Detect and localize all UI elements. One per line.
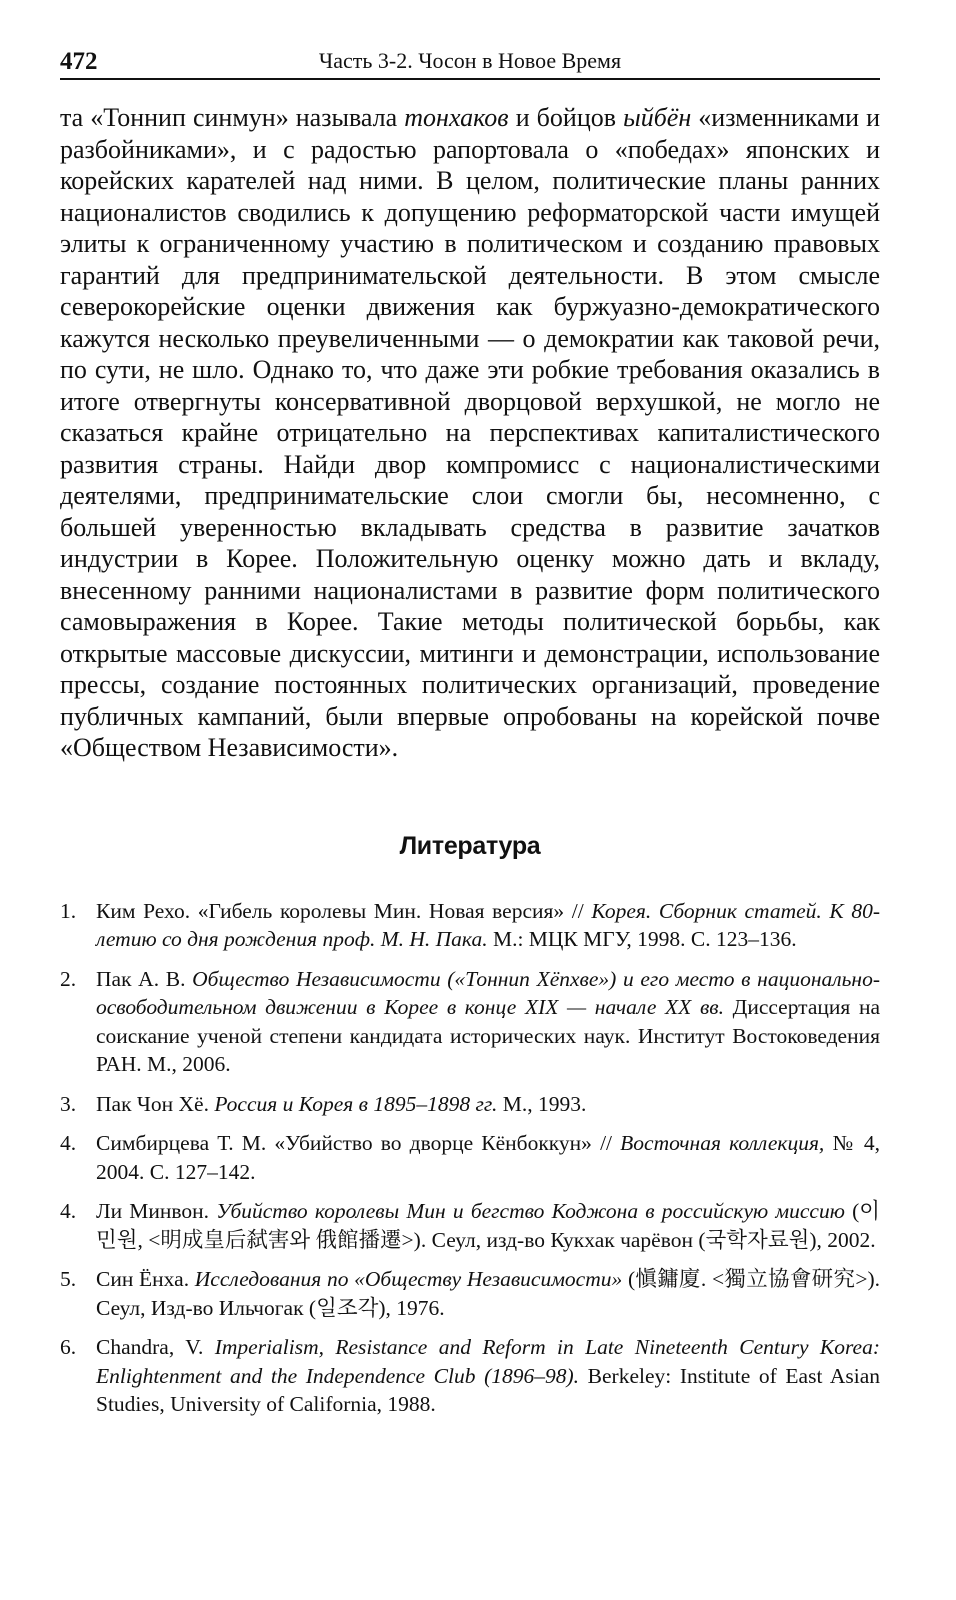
reference-list (60, 897, 880, 1419)
text-run: М.: МЦК МГУ, 1998. С. 123–136. (487, 927, 797, 951)
italic-text: Исследования по «Обществу Независимости» (194, 1267, 623, 1291)
reference-number: 3. (60, 1091, 77, 1116)
italic-text: Восточная коллекция, (620, 1131, 825, 1155)
italic-text: Imperialism, Resistance and Reform in Late Nineteenth Century Korea: Enlightenment and the Independence Club (1896–98). (96, 1335, 881, 1388)
text-run: Chandra, V. (96, 1335, 215, 1359)
text-run: (이민원, <明成皇后弑害와 俄館播遷>). Сеул, изд-во Кукхак чарёвон (국학자료원), 2002. (96, 1199, 880, 1252)
reference-number: 5. (60, 1267, 77, 1291)
book-page (60, 42, 880, 1562)
body-text (60, 102, 880, 764)
reference-number: 1. (60, 898, 77, 923)
italic-text: Россия и Корея в 1895–1898 гг. (214, 1091, 498, 1116)
text-run: Berkeley: Institute of East Asian Studies, University of California, 1988. (96, 1363, 880, 1416)
reference-item (60, 1090, 880, 1119)
italic-text: Корея. Сборник статей. К 80-летию со дня рождения проф. М. Н. Пака. (96, 898, 881, 951)
text-run: «изменниками и разбойниками», и с радостью рапортовала о «победах» японских и корейских карателей над ними. В целом, политические планы ранних националистов сводились к допущению реформаторской части имущей элиты к ограниченному участию в политическом и созданию правовых гарантий для предпринимательской деятельности. В этом смысле северокорейские оценки движения как буржуазно-демократического кажутся несколько преувеличенными — о демократии как таковой речи, по сути, не шло. Однако то, что даже эти робкие требования оказались в итоге отвергнуты консервативной дворцовой верхушкой, не могло не сказаться крайне отрицательно на перспективах капиталистического развития страны. Найди двор компромисс с националистическими деятелями, предпринимательские слои смогли бы, несомненно, с большей уверенностью вкладывать средства в развитие зачатков индустрии в Корее. Положительную оценку можно дать и вкладу, внесенному ранними националистами в развитие форм политического самовыражения в Корее. Такие методы политической борьбы, как открытые массовые дискуссии, митинги и демонстрации, использование прессы, создание постоянных политических организаций, проведение публичных кампаний, были впервые опробованы на корейской почве «Обществом Независимости». (60, 103, 880, 762)
reference-number: 2. (60, 966, 77, 991)
text-run: № 4, 2004. С. 127–142. (96, 1131, 880, 1184)
reference-item (60, 965, 880, 1079)
italic-text: Общество Независимости («Тоннип Хёпхве») и его место в национально-освободительном движении в Корее в конце XIX — начале XX вв. (96, 966, 880, 1019)
reference-item (60, 1129, 880, 1186)
text-run: та «Тоннип синмун» называла (60, 103, 405, 132)
text-run: (愼鏞廈. <獨立協會研究>). Сеул, Изд-во Ильчогак (일조각), 1976. (96, 1267, 880, 1320)
text-run: Ли Минвон. (96, 1199, 217, 1223)
page-header (60, 42, 880, 80)
text-run: Симбирцева Т. М. «Убийство во дворце Кёнбоккун» // (96, 1131, 621, 1155)
italic-text: Убийство королевы Мин и бегство Коджона в российскую миссию (216, 1199, 845, 1223)
reference-item (60, 1197, 880, 1254)
reference-number: 4. (60, 1199, 77, 1223)
reference-number: 4. (60, 1131, 77, 1155)
text-run: М., 1993. (497, 1091, 587, 1116)
text-run: Пак Чон Хё. (96, 1091, 215, 1116)
text-run: Пак А. В. (96, 966, 193, 991)
text-run: Ким Рехо. «Гибель королевы Мин. Новая версия» // (96, 898, 592, 923)
italic-text: тонхаков (404, 103, 509, 132)
reference-number: 6. (60, 1335, 77, 1359)
text-run: Син Ёнха. (96, 1267, 195, 1291)
italic-text: ыйбён (623, 103, 692, 132)
reference-item (60, 1333, 880, 1419)
reference-item (60, 897, 880, 954)
running-head: Часть 3-2. Чосон в Новое Время (318, 48, 622, 73)
text-run: и бойцов (508, 103, 624, 132)
reference-item (60, 1265, 880, 1322)
section-title: Литература (399, 831, 541, 860)
page-number: 472 (60, 48, 98, 75)
body-paragraph (60, 102, 880, 764)
text-run: Диссертация на соискание ученой степени кандидата исторических наук. Институт Востоковедения РАН. М., 2006. (96, 995, 880, 1076)
